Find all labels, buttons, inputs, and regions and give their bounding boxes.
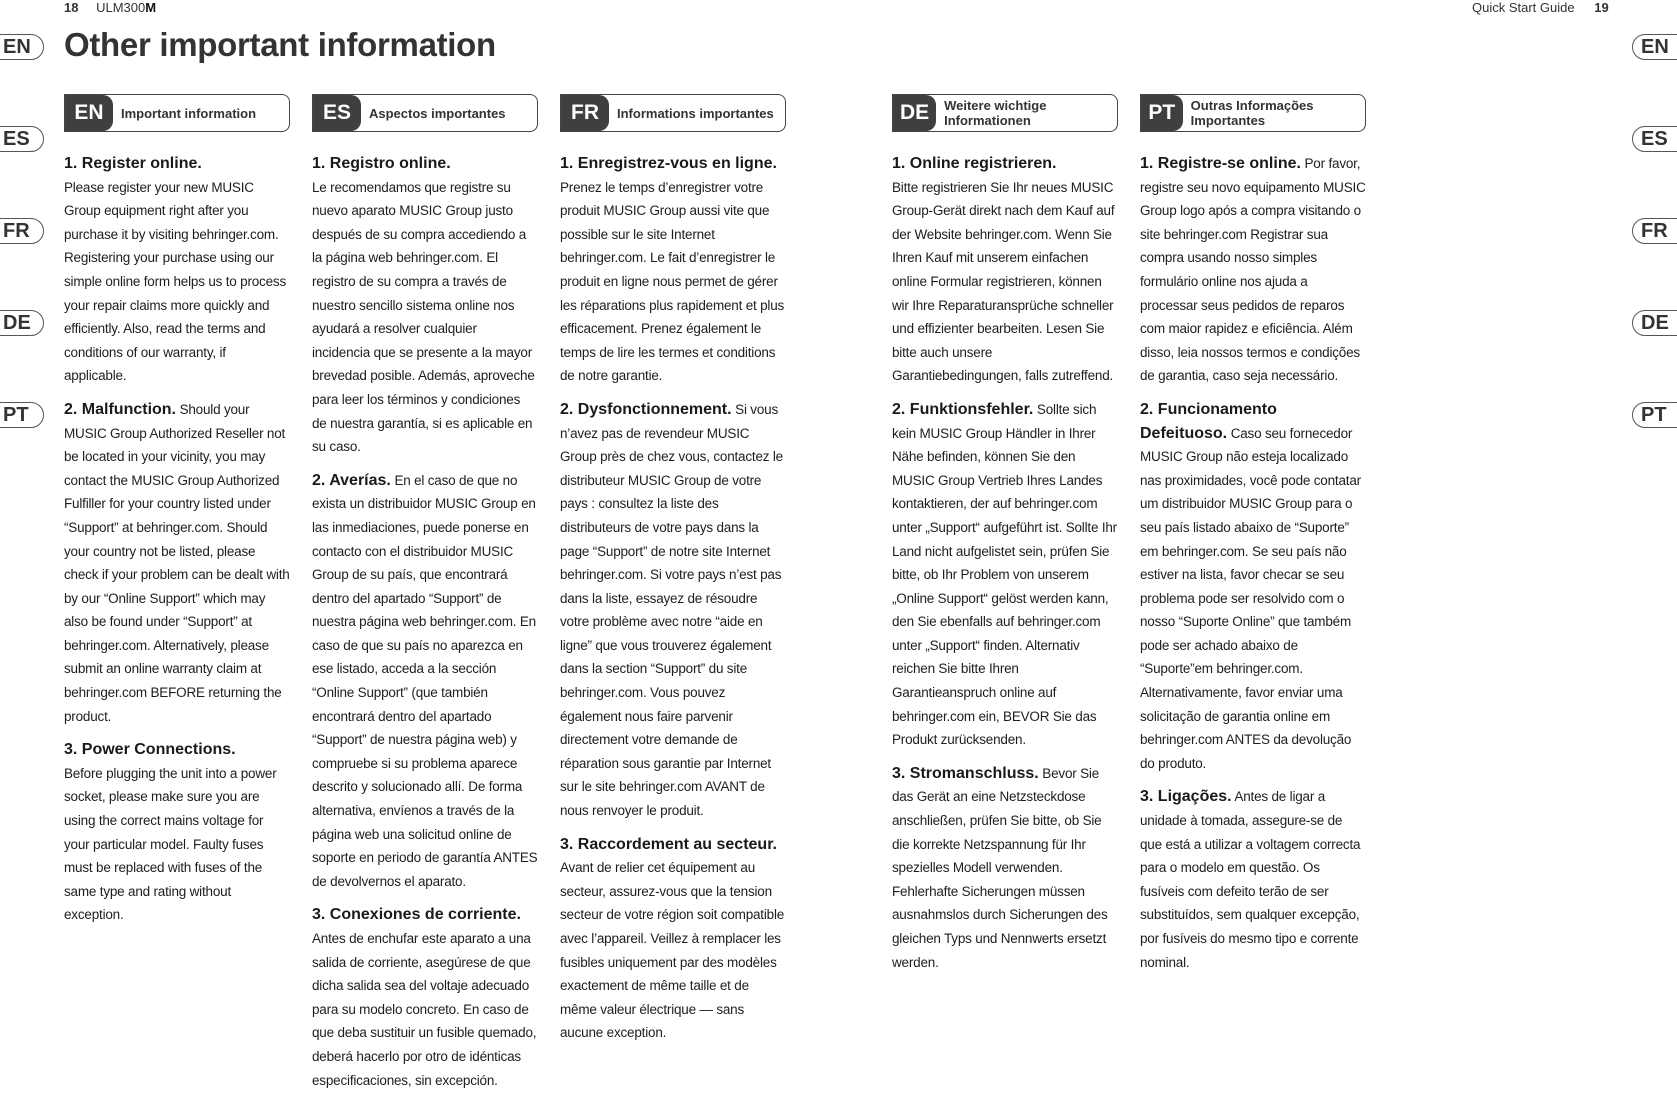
item-text: Sollte sich kein MUSIC Group Händler in Ihrer Nähe befinden, können Sie den MUSIC Group Vertrieb Ihres Landes kontaktieren, der auf behringer.com unter „Support“ aufgeführt ist. Sollte Ihr Land nicht aufgelistet sein, prüfen Sie bitte, ob Ihr Problem von unserem „Online Support“ gelöst werden kann, den Sie ebenfalls auf behringer.com unter „Support“ finden. Alternativ reichen Sie bitte Ihren Garantieanspruch online auf behringer.com ein, BEVOR Sie das Produkt zurücksenden. [892, 401, 1117, 748]
info-item-power [560, 833, 786, 1045]
item-text: Bevor Sie das Gerät an eine Netzsteckdose anschließen, prüfen Sie bitte, ob Sie die korrekte Netzspannung für Ihr spezielles Modell verwenden. Fehlerhafte Sicherungen müssen ausnahmslos durch Sicherungen des gleichen Typs und Nennwerts ersetzt werden. [892, 765, 1108, 970]
item-heading: 2. Funcionamento Defeituoso. [1140, 400, 1277, 442]
item-heading: 3. Power Connections. [64, 741, 236, 759]
side-tab-pt-left[interactable]: PT [0, 402, 44, 428]
page-header-right [1472, 0, 1609, 15]
item-text: Antes de ligar a unidade à tomada, assegure-se de que está a utilizar a voltagem correcta para o modelo em questão. Os fusíveis com defeito terão de ser substituídos, sem qualquer excepção, por fusíveis do mesmo tipo e corrente nominal. [1140, 789, 1361, 970]
section-fr [560, 94, 786, 1055]
item-heading: 3. Stromanschluss. [892, 764, 1039, 782]
item-text: Prenez le temps d’enregistrer votre produit MUSIC Group aussi vite que possible sur le site Internet behringer.com. Le fait d’enregistrer le produit en ligne nous permet de gérer les réparations plus rapidement et plus efficacement. Prenez également le temps de lire les termes et conditions de notre garantie. [560, 179, 785, 384]
item-text: Before plugging the unit into a power socket, please make sure you are using the correct mains voltage for your particular model. Faulty fuses must be replaced with fuses of the same type and rating without exception. [64, 765, 277, 923]
side-tab-fr-left[interactable]: FR [0, 218, 44, 244]
item-heading: 1. Online registrieren. [892, 155, 1057, 172]
page-title: Other important information [64, 26, 496, 63]
info-item-register [312, 152, 538, 459]
language-code-badge: ES [313, 95, 361, 131]
guide-label: Quick Start Guide [1472, 0, 1575, 15]
info-item-power [892, 762, 1118, 974]
info-item-power [64, 738, 290, 927]
side-tab-fr-right[interactable]: FR [1632, 218, 1677, 244]
item-text: Por favor, registre seu novo equipamento MUSIC Group logo após a compra visitando o site behringer.com Registrar sua compra usando nosso simples formulário online nos ajuda a processar seus pedidos de reparos com maior rapidez e eficiência. Além disso, leia nossos termos e condições de garantia, caso seja necessário. [1140, 156, 1366, 384]
item-heading: 2. Funktionsfehler. [892, 400, 1034, 418]
info-item-power [312, 903, 538, 1092]
side-tab-en-left[interactable]: EN [0, 34, 44, 60]
item-heading: 2. Averías. [312, 471, 391, 489]
page-header-left [64, 0, 156, 15]
side-tab-de-right[interactable]: DE [1632, 310, 1677, 336]
section-title: Outras Informações Importantes [1190, 98, 1314, 128]
section-en [64, 94, 290, 937]
item-heading: 1. Registre-se online. [1140, 155, 1301, 172]
item-heading: 3. Ligações. [1140, 788, 1232, 806]
item-text: Si vous n’avez pas de revendeur MUSIC Group près de chez vous, contactez le distributeur MUSIC Group de votre pays : consultez la liste des distributeurs de votre pays dans la page “Support” de notre site Internet behringer.com. Si votre pays n’est pas dans la liste, essayez de résoudre votre problème avec notre “aide en ligne” que vous trouverez également dans la section “Support” du site behringer.com. Vous pouvez également nous faire parvenir directement votre demande de réparation sous garantie par Internet sur le site behringer.com AVANT de nous renvoyer le produit. [560, 401, 783, 819]
section-title: Important information [121, 105, 257, 121]
info-item-malfunction [312, 469, 538, 894]
section-title: Informations importantes [617, 105, 774, 121]
item-heading: 1. Enregistrez-vous en ligne. [560, 155, 777, 172]
item-text: Bitte registrieren Sie Ihr neues MUSIC Group-Gerät direkt nach dem Kauf auf der Website behringer.com. Wenn Sie Ihren Kauf mit unserem einfachen online Formular registrieren, können wir Ihre Reparaturansprüche schneller und effizienter bearbeiten. Lesen Sie bitte auch unsere Garantiebedingungen, falls zutreffend. [892, 179, 1115, 384]
model-name-prefix: ULM300 [96, 0, 146, 15]
item-heading: 1. Register online. [64, 155, 202, 172]
right-page-number: 19 [1594, 0, 1609, 15]
section-es [312, 94, 538, 1102]
item-heading: 3. Conexiones de corriente. [312, 906, 521, 924]
item-text: Le recomendamos que registre su nuevo aparato MUSIC Group justo después de su compra accediendo a la página web behringer.com. El registro de su compra a través de nuestro sencillo sistema online nos ayudará a resolver cualquier incidencia que se presente a la mayor brevedad posible. Además, aproveche para leer los términos y condiciones de nuestra garantía, si es aplicable en su caso. [312, 179, 535, 455]
left-page-number: 18 [64, 0, 79, 15]
section-header-fr [560, 94, 786, 132]
item-heading: 2. Dysfonctionnement. [560, 400, 732, 418]
section-de [892, 94, 1118, 984]
section-title: Aspectos importantes [369, 105, 506, 121]
item-text: Caso seu fornecedor MUSIC Group não esteja localizado nas proximidades, você pode contatar um distribuidor MUSIC Group para o seu país listado abaixo de “Suporte” em behringer.com. Se seu país não estiver na lista, favor checar se seu problema pode ser resolvido com o nosso “Suporte Online” que também pode ser achado abaixo de “Suporte”em behringer.com. Alternativamente, favor enviar uma solicitação de garantia online em behringer.com ANTES da devolução do produto. [1140, 425, 1361, 771]
side-tab-es-right[interactable]: ES [1632, 126, 1677, 152]
item-text: Antes de enchufar este aparato a una salida de corriente, asegúrese de que dicha salida sea del voltaje adecuado para su modelo concreto. En caso de que deba sustituir un fusible quemado, deberá hacerlo por otro de idénticas especificaciones, sin excepción. [312, 931, 537, 1088]
language-code-badge: DE [893, 95, 936, 131]
section-title: Weitere wichtige Informationen [944, 98, 1047, 128]
info-item-power [1140, 785, 1366, 974]
language-code-badge: EN [65, 95, 113, 131]
item-heading: 2. Malfunction. [64, 400, 176, 418]
info-item-malfunction [892, 398, 1118, 752]
section-pt [1140, 94, 1366, 984]
info-item-register [64, 152, 290, 388]
side-tab-en-right[interactable]: EN [1632, 34, 1677, 60]
model-name-suffix: M [145, 0, 157, 15]
section-header-en [64, 94, 290, 132]
language-code-badge: PT [1141, 95, 1183, 131]
item-text: En el caso de que no exista un distribuidor MUSIC Group en las inmediaciones, puede ponerse en contacto con el distribuidor MUSIC Group de su país, que encontrará dentro del apartado “Support” de nuestra página web behringer.com. En caso de que su país no aparezca en ese listado, acceda a la sección “Online Support” (que también encontrará dentro del apartado “Support” de nuestra página web) y compruebe si su problema aparece descrito y solucionado allí. De forma alternativa, envíenos a través de la página web una solicitud online de soporte en periodo de garantía ANTES de devolvernos el aparato. [312, 472, 538, 889]
info-item-malfunction [64, 398, 290, 728]
section-header-pt [1140, 94, 1366, 132]
info-item-register [892, 152, 1118, 388]
section-header-es [312, 94, 538, 132]
item-heading: 3. Raccordement au secteur. [560, 835, 777, 853]
item-heading: 1. Registro online. [312, 155, 451, 172]
item-text: Avant de relier cet équipement au secteur, assurez-vous que la tension secteur de votre région soit compatible avec l’appareil. Veillez à remplacer les fusibles uniquement par des modèles exactement de même taille et de même valeur électrique — sans aucune exception. [560, 860, 785, 1041]
info-item-register [560, 152, 786, 388]
info-item-malfunction [1140, 398, 1366, 776]
item-text: Please register your new MUSIC Group equipment right after you purchase it by visiting behringer.com. Registering your purchase using our simple online form helps us to process your repair claims more quickly and efficiently. Also, read the terms and conditions of our warranty, if applicable. [64, 179, 287, 384]
item-text: Should your MUSIC Group Authorized Reseller not be located in your vicinity, you may contact the MUSIC Group Authorized Fulfiller for your country listed under “Support” at behringer.com. Should your country not be listed, please check if your problem can be dealt with by our “Online Support” which may also be found under “Support” at behringer.com. Alternatively, please submit an online warranty claim at behringer.com BEFORE returning the product. [64, 401, 290, 724]
side-tab-pt-right[interactable]: PT [1632, 402, 1677, 428]
section-header-de [892, 94, 1118, 132]
info-item-malfunction [560, 398, 786, 823]
language-code-badge: FR [561, 95, 609, 131]
side-tab-es-left[interactable]: ES [0, 126, 44, 152]
side-tab-de-left[interactable]: DE [0, 310, 44, 336]
info-item-register [1140, 152, 1366, 388]
